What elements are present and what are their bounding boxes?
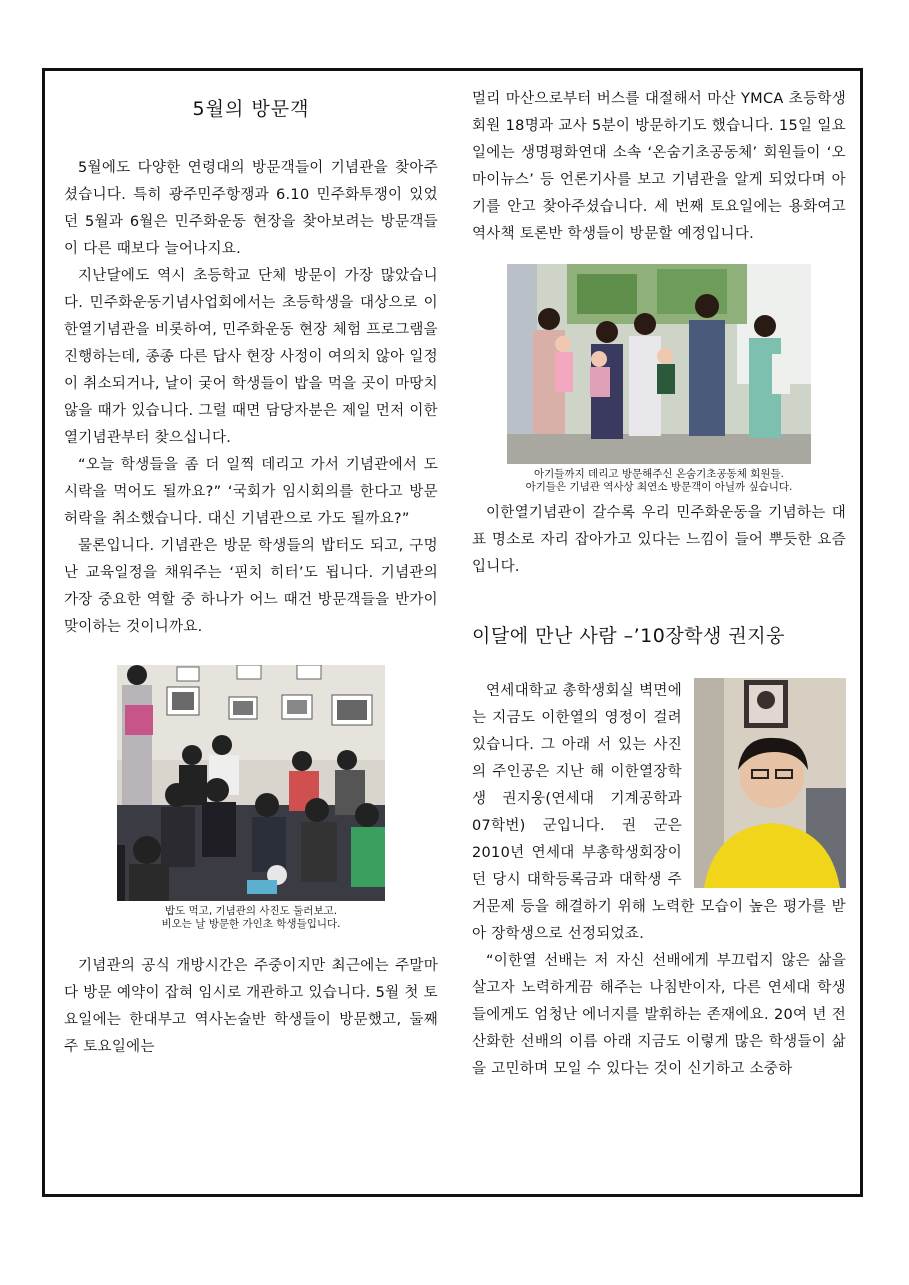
paragraph: “오늘 학생들을 좀 더 일찍 데리고 가서 기념관에서 도시락을 먹어도 될까요?” ‘국회가 임시회의를 한다고 방문허락을 취소했습니다. 대신 기념관으로 가도 될까요?” <box>64 457 438 527</box>
paragraph: 5월에도 다양한 연령대의 방문객들이 기념관을 찾아주셨습니다. 특히 광주민주항쟁과 6.10 민주화투쟁이 있었던 5월과 6월은 민주화운동 현장을 찾아보려는 방문객들이 다른 때보다 늘어나지요. <box>64 160 438 257</box>
paragraph: 멀리 마산으로부터 버스를 대절해서 마산 YMCA 초등학생 회원 18명과 교사 5분이 방문하기도 했습니다. 15일 일요일에는 생명평화연대 소속 ‘온숨기초공동체’ 회원들이 ‘오마이뉴스’ 등 언론기사를 보고 기념관을 알게 되었다며 아기를 안고 찾아주셨습니다. 세 번째 토요일에는 용화여고 역사책 토론반 학생들이 방문할 예정입니다. <box>472 91 846 242</box>
paragraph: 물론입니다. 기념관은 방문 학생들의 밥터도 되고, 구멍 난 교육일정을 채워주는 ‘핀치 히터’도 됩니다. 기념관의 가장 중요한 역할 중 하나가 어느 때건 방문객들을 반가이 맞이하는 것이니까요. <box>64 538 438 635</box>
left-column <box>64 78 438 1061</box>
paragraph: 기념관의 공식 개방시간은 주중이지만 최근에는 주말마다 방문 예약이 잡혀 임시로 개관하고 있습니다. 5월 첫 토요일에는 한대부고 역사논술반 학생들이 방문했고, 둘째 주 토요일에는 <box>64 958 438 1055</box>
section-title: 이달에 만난 사람 –’10장학생 권지웅 <box>472 625 785 647</box>
paragraph: 연세대학교 총학생회실 벽면에는 지금도 이한열의 영정이 걸려있습니다. 그 아래 서 있는 사진의 주인공은 지난 해 이한열장학생 권지웅(연세대 기계공학과 07학번) 군입니다. 권 군은 2010년 연세대 부총학생회장이던 당시 대학등록금과 대학생 주거문제 등을 해결하기 위해 노력한 모습이 높은 평가를 받아 장학생으로 선정되었죠. <box>472 683 846 942</box>
visitors-photo <box>507 264 811 464</box>
portrait-photo <box>694 678 846 888</box>
paragraph: 이한열기념관이 갈수록 우리 민주화운동을 기념하는 대표 명소로 자리 잡아가고 있다는 느낌이 들어 뿌듯한 요즘입니다. <box>472 505 846 575</box>
photo-caption: 밥도 먹고, 기념관의 사진도 둘러보고. <box>164 905 338 917</box>
paragraph: “이한열 선배는 저 자신 선배에게 부끄럽지 않은 삶을 살고자 노력하게끔 해주는 나침반이자, 다른 연세대 학생들에게도 엄청난 에너지를 발휘하는 존재에요. 20여 년 전 산화한 선배의 이름 아래 지금도 이렇게 많은 학생들이 삶을 고민하며 모일 수 있다는 것이 신기하고 소중하 <box>472 953 846 1077</box>
students-photo <box>117 665 385 901</box>
photo-caption: 아기들까지 데리고 방문해주신 온숨기초공동체 회원들. <box>534 468 784 480</box>
paragraph: 지난달에도 역시 초등학교 단체 방문이 가장 많았습니다. 민주화운동기념사업회에서는 초등학생을 대상으로 이한열기념관을 비롯하여, 민주화운동 현장 체험 프로그램을 진행하는데, 종종 다른 답사 현장 사정이 여의치 않아 일정이 취소되거나, 날이 궂어 학생들이 밥을 먹을 곳이 마땅치 않을 때가 있습니다. 그럴 때면 담당자분은 제일 먼저 이한열기념관부터 찾으십니다. <box>64 268 438 446</box>
article-title: 5월의 방문객 <box>192 98 310 120</box>
photo-caption: 비오는 날 방문한 가인초 학생들입니다. <box>161 918 341 930</box>
photo-caption: 아기들은 기념관 역사상 최연소 방문객이 아닐까 싶습니다. <box>525 481 793 493</box>
right-column <box>472 78 846 1083</box>
